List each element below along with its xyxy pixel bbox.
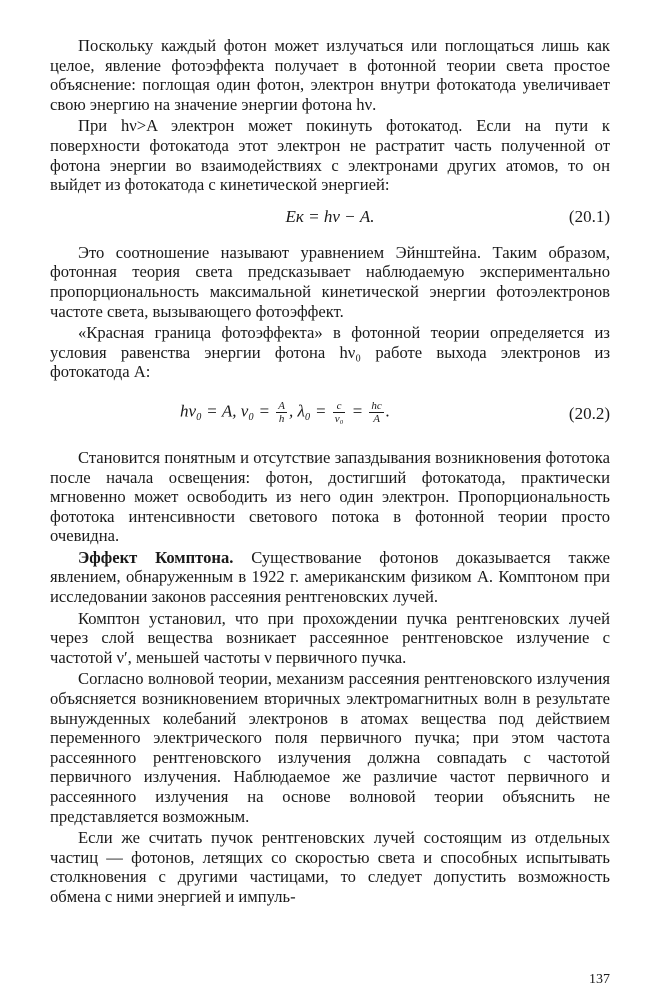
paragraph-photon-absorption: Поскольку каждый фотон может излучаться или поглощаться лишь как целое, явление фотоэффекта получает в фотонной теории света простое объяснение: поглощая один фотон, электрон внутри фотокатода увеличивает свою энергию на значение энергии фотона hν. [50,36,610,114]
formula-einstein-number: (20.1) [568,206,610,226]
fraction-a-over-h [276,400,287,425]
paragraph-electron-escape: При hν>A электрон может покинуть фотокатод. Если на пути к поверхности фотокатода этот электрон не растратит часть полученной от фотона энергии во взаимодействиях с электронами других атомов, то он выйдет из фотокатода с кинетической энергией: [50,116,610,195]
fraction-numerator: A [278,399,285,412]
fraction-c-over-nu [333,400,346,425]
page-number: 137 [589,972,610,987]
fraction-denominator: h [278,412,285,425]
section-heading-compton: Эффект Комптона. [78,547,234,567]
formula-red-limit-part4: . [385,401,391,421]
paragraph-einstein-equation: Это соотношение называют уравнением Эйнштейна. Таким образом, фотонная теория света предсказывает наблюдаемую экспериментально пропорциональность максимальной кинетической энергии фотоэлектронов частоте света, вызывающего фотоэффект. [50,242,610,321]
paragraph-compton-intro [50,548,610,607]
formula-red-limit-number: (20.2) [568,403,610,423]
formula-red-limit-part3: = [347,401,368,421]
formula-red-limit-expression [50,400,610,425]
paragraph-red-limit: «Красная граница фотоэффекта» в фотонной теории определяется из условия равенства энергии фотона hν₀ работе выхода электронов из фотокатода A: [50,323,610,382]
paragraph-no-delay: Становится понятным и отсутствие запаздывания возникновения фототока после начала освещения: фотон, достигший фотокатода, практически мгновенно может освободить из него один электрон. Пропорциональность фототока интенсивности светового потока в фотонной теории просто очевидна. [50,447,610,546]
formula-einstein-expression: Eк = hν − A. [285,206,375,226]
fraction-numerator: hc [371,399,382,412]
paragraph-photon-particles: Если же считать пучок рентгеновских лучей состоящим из отдельных частиц — фотонов, летящих со скоростью света и способных испытывать столкновения с другими частицами, то следует допустить возможность обмена с ними энергией и импуль- [50,828,610,906]
formula-red-limit [50,388,610,436]
paragraph-compton-intro-text: Существование фотонов доказывается также явлением, обнаруженным в 1922 г. американским физиком А. Комптоном при исследовании законов рассеяния рентгеновских лучей. [50,547,610,607]
paragraph-wave-theory: Согласно волновой теории, механизм рассеяния рентгеновского излучения объясняется возникновением вторичных электромагнитных волн в результате вынужденных колебаний электронов в атомах вещества под действием переменного электрического поля первичного пучка; при этом частота рассеянного рентгеновского излучения должна совпадать с частотой первичного излучения. Наблюдаемое же различие частот первичного и рассеянного излучения на основе волновой теории объяснить не представляется возможным. [50,669,610,826]
paragraph-compton-observation: Комптон установил, что при прохождении пучка рентгеновских лучей через слой вещества возникает рассеянное рентгеновское излучение с частотой ν′, меньшей частоты ν первичного пучка. [50,608,610,667]
fraction-denominator: ν₀ [334,412,344,425]
fraction-hc-over-a [369,400,383,425]
fraction-numerator: c [333,400,346,413]
formula-red-limit-part2: , λ₀ = [288,401,331,421]
fraction-denominator: A [373,412,380,425]
formula-red-limit-part1: hν₀ = A, ν₀ = [179,401,275,421]
page-body [50,36,610,907]
formula-einstein [50,199,610,239]
